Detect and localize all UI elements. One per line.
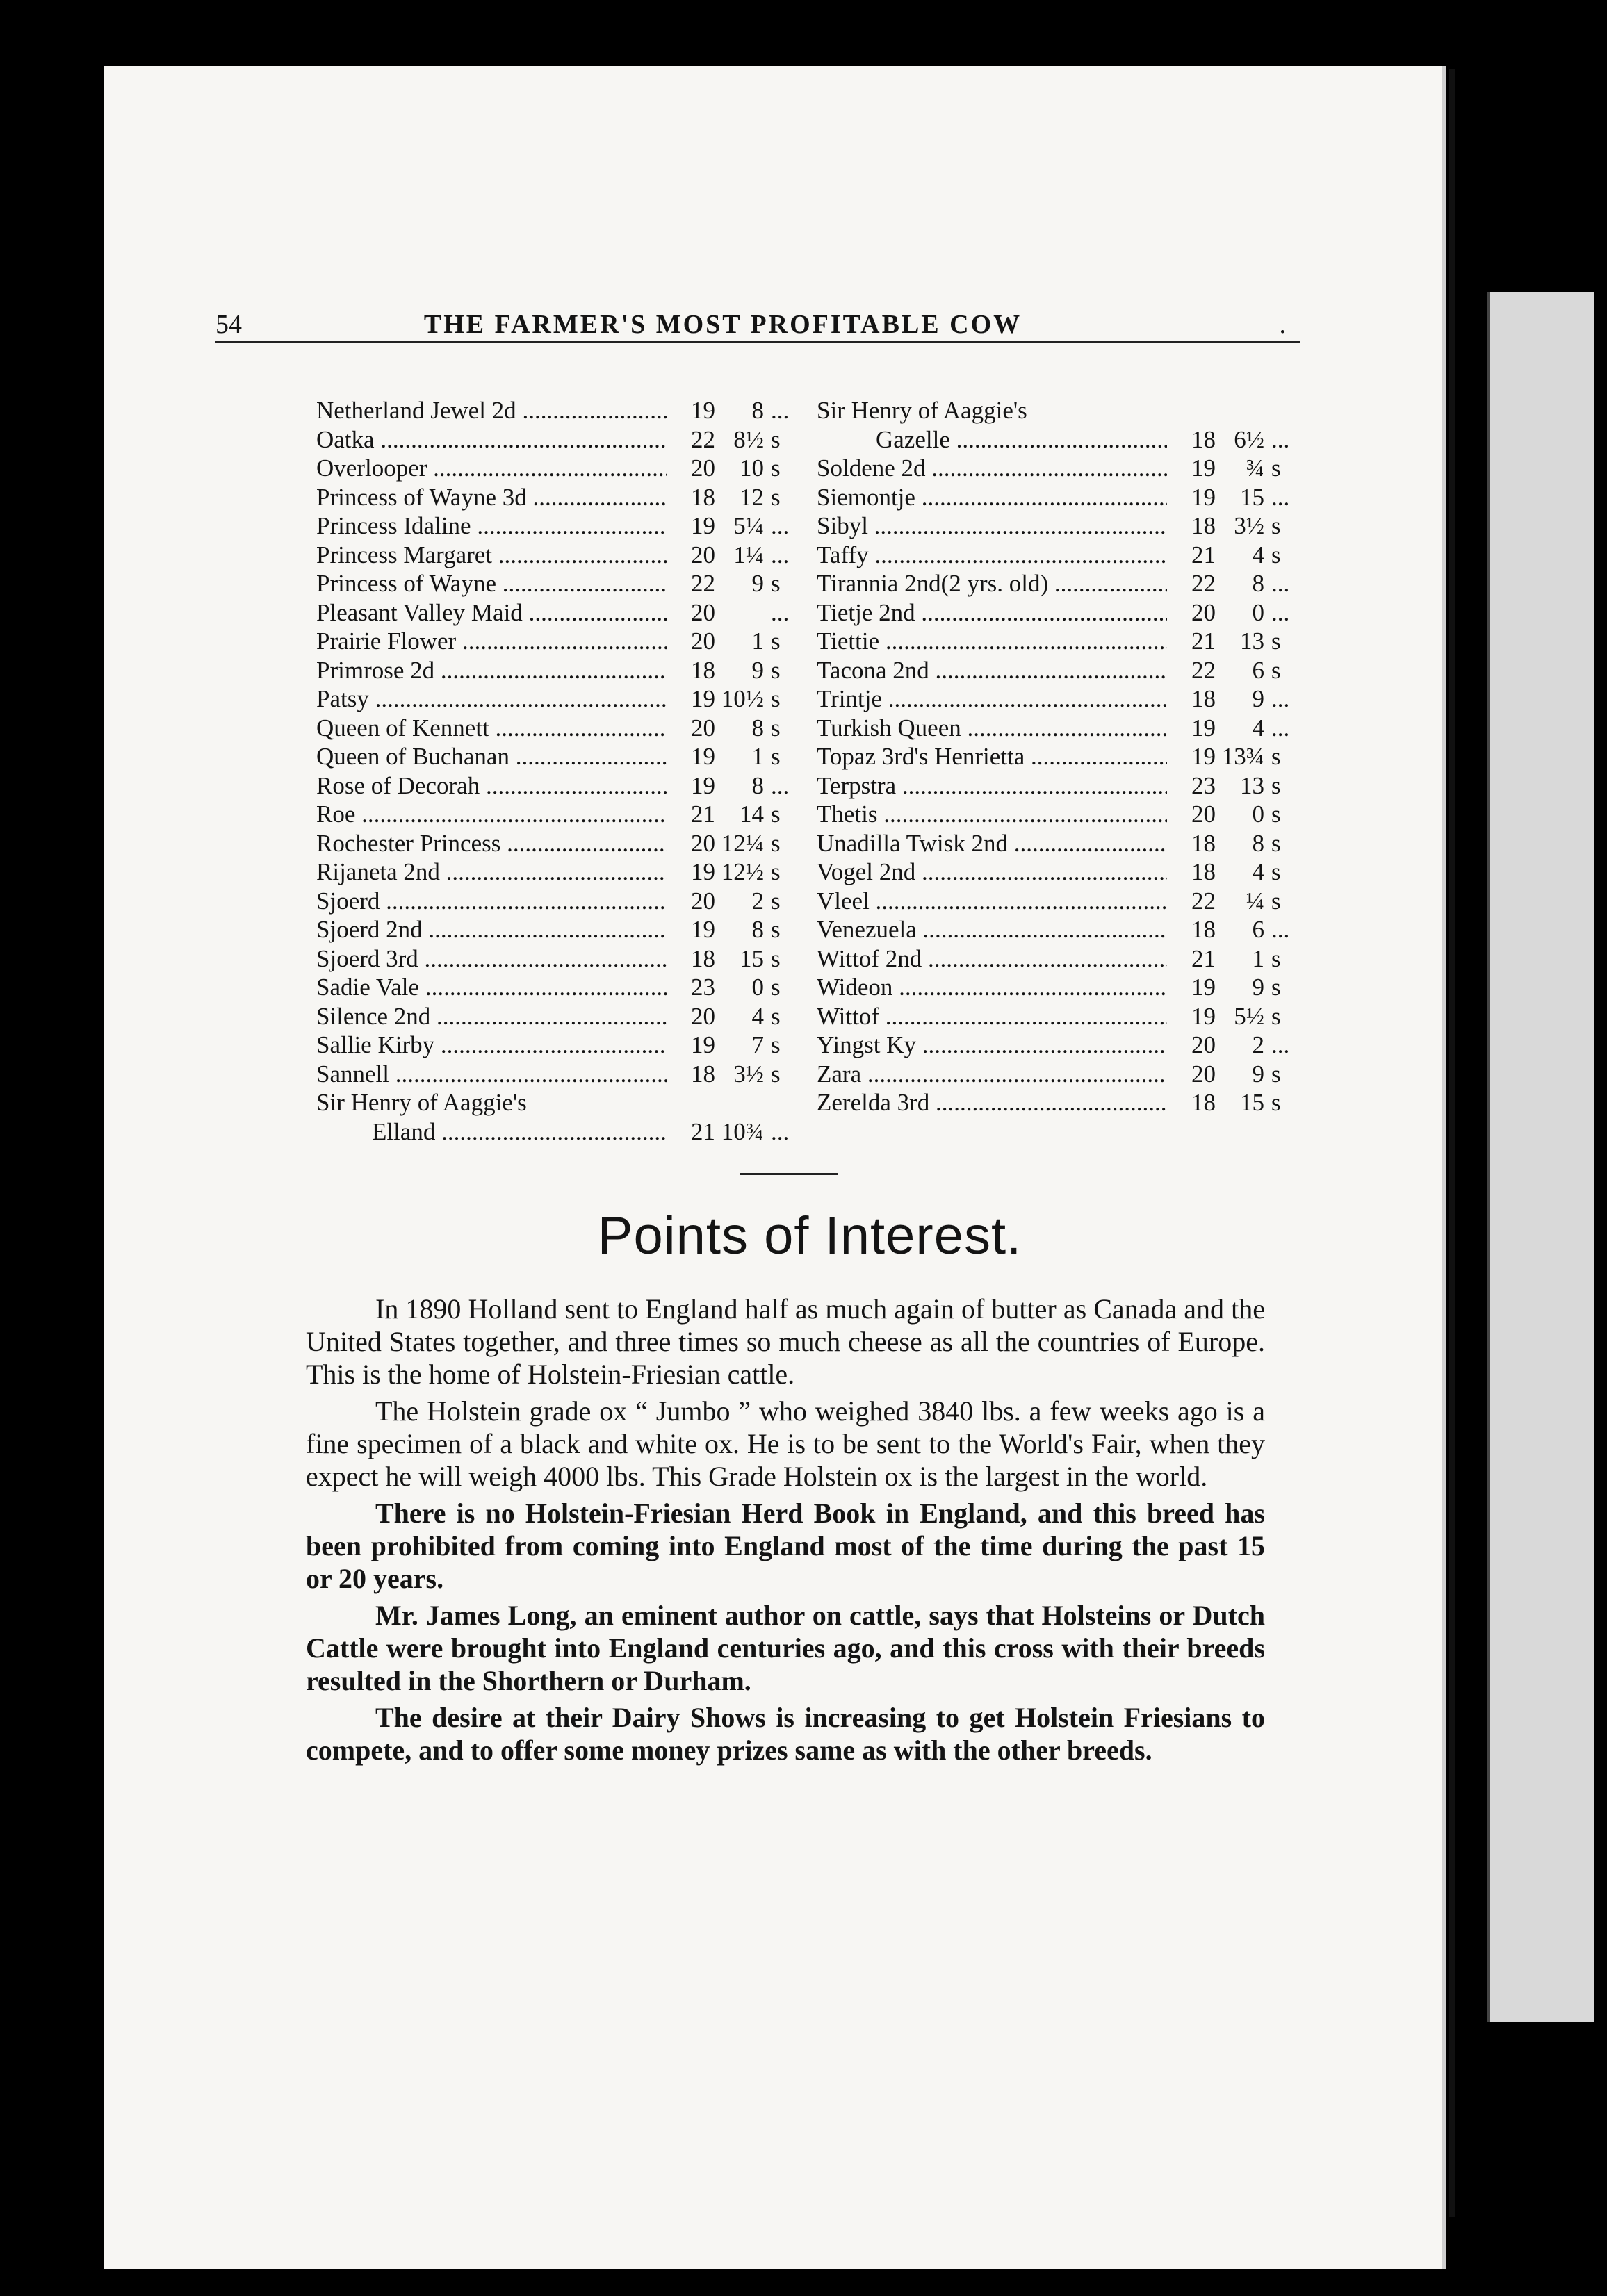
paragraph-james-long: Mr. James Long, an eminent author on cattle, says that Holsteins or Dutch Cattle were brought into England centuries ago, and this cross with their breeds resulted in the Shorthern or Durham. (306, 1600, 1265, 1696)
record-lbs: 0 (751, 974, 764, 1001)
record-name: Rijaneta 2nd ..... (316, 858, 667, 887)
record-unit: s (1271, 512, 1281, 539)
record-name: Trintje ..... (817, 684, 1167, 714)
record-row (817, 396, 1296, 425)
record-name: Silence 2nd ..... (316, 1002, 667, 1031)
record-unit: s (1271, 829, 1281, 857)
record-name: Oatka ..... (316, 425, 667, 454)
record-lbs: 8 (751, 771, 764, 799)
record-lbs: 9 (751, 570, 764, 597)
record-unit: s (771, 425, 781, 453)
record-age: 19 (691, 397, 715, 424)
record-age: 21 (691, 1117, 715, 1145)
record-name: Tietje 2nd ..... (817, 598, 1167, 628)
record-row (316, 396, 796, 425)
record-lbs: 14 (740, 801, 764, 828)
record-age: 18 (1191, 858, 1216, 885)
record-lbs: 6½ (1234, 425, 1264, 453)
record-lbs: 4 (1252, 858, 1264, 885)
record-row (316, 800, 796, 829)
record-row (316, 454, 796, 483)
record-unit: ... (1271, 916, 1290, 943)
record-lbs: 15 (1240, 1089, 1264, 1116)
record-unit: s (771, 801, 781, 828)
record-lbs: 13¾ (1221, 743, 1264, 770)
record-age: 22 (1191, 570, 1216, 597)
paragraph-jumbo: The Holstein grade ox “ Jumbo ” who weighed 3840 lbs. a few weeks ago is a fine specimen of a black and white ox. He is to be sent to the World's Fair, when they expect he will weigh 4000 lbs. This Grade Holstein ox is the largest in the world. (306, 1395, 1265, 1492)
record-lbs: 9 (1252, 974, 1264, 1001)
record-row (316, 1002, 796, 1031)
record-unit: s (771, 1031, 781, 1058)
record-row (316, 887, 796, 916)
record-age: 23 (1191, 771, 1216, 799)
record-unit: ... (771, 512, 790, 539)
record-unit: s (771, 743, 781, 770)
record-unit: s (1271, 858, 1281, 885)
record-unit: s (771, 974, 781, 1001)
record-row (316, 425, 796, 454)
record-name: Patsy ..... (316, 684, 667, 714)
record-unit: s (1271, 454, 1281, 482)
record-row (316, 1031, 796, 1060)
record-age: 18 (1191, 916, 1216, 943)
adjacent-page-edge (1487, 292, 1594, 2022)
record-row (817, 973, 1296, 1002)
record-age: 20 (691, 454, 715, 482)
record-lbs: 8 (751, 714, 764, 741)
record-name: Sallie Kirby ..... (316, 1031, 667, 1060)
record-unit: s (771, 714, 781, 741)
record-row (316, 569, 796, 598)
record-unit: s (1271, 887, 1281, 915)
record-lbs: 8 (751, 916, 764, 943)
record-row (316, 1088, 796, 1117)
record-lbs: 0 (1252, 598, 1264, 626)
record-name: Vleel ..... (817, 887, 1167, 916)
record-unit: s (771, 1002, 781, 1030)
record-row (817, 742, 1296, 771)
record-age: 18 (1191, 685, 1216, 712)
record-age: 19 (1191, 714, 1216, 741)
record-age: 21 (691, 801, 715, 828)
record-row (316, 858, 796, 887)
record-name: Zara ..... (817, 1060, 1167, 1089)
record-age: 19 (1191, 974, 1216, 1001)
record-age: 18 (1191, 829, 1216, 857)
record-row (316, 1117, 796, 1147)
record-lbs: 8 (1252, 829, 1264, 857)
record-row (316, 1060, 796, 1089)
record-unit: ... (771, 397, 790, 424)
running-title: THE FARMER'S MOST PROFITABLE COW (423, 310, 1022, 339)
record-unit: ... (771, 1117, 790, 1145)
header-mark: . (1279, 310, 1286, 339)
paragraph-dairy-shows: The desire at their Dairy Shows is increasing to get Holstein Friesians to compete, and to offer some money prizes same as with the other breeds. (306, 1702, 1265, 1766)
record-name: Sadie Vale ..... (316, 973, 667, 1002)
record-row (316, 511, 796, 541)
record-lbs: 1 (751, 743, 764, 770)
record-row (817, 627, 1296, 656)
record-lbs: 15 (1240, 483, 1264, 511)
record-lbs: 0 (1252, 801, 1264, 828)
record-unit: s (1271, 1089, 1281, 1116)
record-row (817, 887, 1296, 916)
record-age: 22 (1191, 656, 1216, 684)
record-row (316, 598, 796, 628)
record-row (817, 541, 1296, 570)
record-age: 20 (691, 829, 715, 857)
record-name: Netherland Jewel 2d ..... (316, 396, 667, 425)
record-lbs: 6 (1252, 916, 1264, 943)
record-lbs: 9 (1252, 685, 1264, 712)
record-lbs: 9 (1252, 1060, 1264, 1088)
record-name: Siemontje ..... (817, 483, 1167, 512)
record-lbs: 5½ (1234, 1002, 1264, 1030)
records-list-left (316, 396, 796, 1146)
record-name: Topaz 3rd's Henrietta ..... (817, 742, 1167, 771)
record-name: Primrose 2d ..... (316, 656, 667, 685)
record-row (316, 541, 796, 570)
record-age: 18 (1191, 1089, 1216, 1116)
record-name: Zerelda 3rd ..... (817, 1088, 1167, 1117)
record-unit: s (1271, 628, 1281, 655)
record-lbs: 8½ (733, 425, 764, 453)
record-name: Sir Henry of Aaggie's (817, 397, 1027, 424)
record-row (817, 656, 1296, 685)
record-row (817, 944, 1296, 974)
record-unit: s (1271, 743, 1281, 770)
record-name: Sibyl ..... (817, 511, 1167, 541)
record-unit: s (771, 1060, 781, 1088)
record-age: 21 (1191, 628, 1216, 655)
record-age: 19 (1191, 454, 1216, 482)
page-number: 54 (215, 310, 242, 339)
record-row (817, 800, 1296, 829)
record-name: Tiettie ..... (817, 627, 1167, 656)
record-row (817, 829, 1296, 858)
record-row (316, 742, 796, 771)
section-body (306, 1293, 1265, 1771)
record-name: Princess of Wayne 3d ..... (316, 483, 667, 512)
record-unit: s (1271, 656, 1281, 684)
record-unit: s (1271, 771, 1281, 799)
record-lbs: 12 (740, 483, 764, 511)
record-name: Wittof ..... (817, 1002, 1167, 1031)
record-unit: s (1271, 1060, 1281, 1088)
record-age: 19 (1191, 743, 1216, 770)
record-name: Venezuela ..... (817, 915, 1167, 944)
records-list-right (817, 396, 1296, 1117)
record-unit: ... (1271, 685, 1290, 712)
record-lbs: 10¾ (721, 1117, 764, 1145)
section-divider (740, 1173, 838, 1175)
record-name: Sjoerd 3rd ..... (316, 944, 667, 974)
record-age: 21 (1191, 944, 1216, 972)
record-name: Sjoerd 2nd ..... (316, 915, 667, 944)
record-age: 18 (1191, 425, 1216, 453)
record-name: Taffy ..... (817, 541, 1167, 570)
record-name: Wideon ..... (817, 973, 1167, 1002)
record-unit: s (771, 944, 781, 972)
record-row (316, 656, 796, 685)
record-name: Terpstra ..... (817, 771, 1167, 801)
record-row (817, 714, 1296, 743)
record-unit: s (1271, 944, 1281, 972)
record-name: Roe ..... (316, 800, 667, 829)
record-row (316, 915, 796, 944)
record-name: Rochester Princess ..... (316, 829, 667, 858)
record-name: Rose of Decorah ..... (316, 771, 667, 801)
section-heading: Points of Interest. (597, 1206, 1022, 1265)
record-lbs: 12¼ (721, 829, 764, 857)
paragraph-holland: In 1890 Holland sent to England half as much again of butter as Canada and the United States together, and three times so much cheese as all the countries of Europe. This is the home of Holstein-Friesian cattle. (306, 1293, 1265, 1390)
record-unit: s (771, 628, 781, 655)
record-age: 23 (691, 974, 715, 1001)
record-name: Queen of Kennett ..... (316, 714, 667, 743)
record-name: Gazelle ..... (817, 425, 1167, 454)
record-name: Princess Margaret ..... (316, 541, 667, 570)
record-lbs: 1¼ (733, 541, 764, 568)
record-lbs: ¾ (1246, 454, 1264, 482)
record-lbs: 7 (751, 1031, 764, 1058)
record-row (817, 425, 1296, 454)
record-row (817, 1060, 1296, 1089)
record-age: 19 (691, 771, 715, 799)
record-row (316, 627, 796, 656)
record-lbs: 5¼ (733, 512, 764, 539)
record-lbs: 6 (1252, 656, 1264, 684)
record-unit: ... (1271, 714, 1290, 741)
record-lbs: 4 (1252, 714, 1264, 741)
record-row (817, 598, 1296, 628)
record-unit: s (1271, 974, 1281, 1001)
record-unit: ... (1271, 483, 1290, 511)
record-unit: s (771, 570, 781, 597)
record-row (817, 1088, 1296, 1117)
record-lbs: 2 (751, 887, 764, 915)
record-age: 20 (1191, 1060, 1216, 1088)
record-age: 19 (691, 916, 715, 943)
record-unit: s (771, 454, 781, 482)
record-unit: s (771, 916, 781, 943)
record-row (817, 684, 1296, 714)
record-lbs: 9 (751, 656, 764, 684)
record-age: 19 (691, 743, 715, 770)
record-age: 18 (691, 656, 715, 684)
record-age: 19 (691, 685, 715, 712)
record-name: Overlooper ..... (316, 454, 667, 483)
record-name: Princess of Wayne ..... (316, 569, 667, 598)
record-name: Wittof 2nd ..... (817, 944, 1167, 974)
record-unit: ... (1271, 570, 1290, 597)
record-age: 19 (1191, 483, 1216, 511)
record-name: Elland ..... (316, 1117, 667, 1147)
record-age: 20 (691, 1002, 715, 1030)
record-row (316, 944, 796, 974)
record-name: Sannell ..... (316, 1060, 667, 1089)
record-age: 18 (691, 1060, 715, 1088)
record-lbs: 12½ (721, 858, 764, 885)
record-age: 18 (691, 483, 715, 511)
record-lbs: 8 (1252, 570, 1264, 597)
record-row (817, 858, 1296, 887)
record-unit: s (771, 858, 781, 885)
record-name: Pleasant Valley Maid ..... (316, 598, 667, 628)
record-age: 21 (1191, 541, 1216, 568)
record-row (817, 511, 1296, 541)
record-age: 20 (691, 628, 715, 655)
record-row (817, 483, 1296, 512)
record-age: 20 (1191, 598, 1216, 626)
record-name: Sir Henry of Aaggie's (316, 1089, 527, 1116)
record-lbs: 3½ (1234, 512, 1264, 539)
record-unit: ... (771, 541, 790, 568)
record-unit: ... (771, 598, 790, 626)
record-lbs: 10½ (721, 685, 764, 712)
record-name: Sjoerd ..... (316, 887, 667, 916)
record-age: 19 (691, 1031, 715, 1058)
record-unit: ... (1271, 598, 1290, 626)
record-lbs: 4 (1252, 541, 1264, 568)
record-age: 18 (1191, 512, 1216, 539)
record-name: Prairie Flower ..... (316, 627, 667, 656)
paragraph-herd-book: There is no Holstein-Friesian Herd Book in England, and this breed has been prohibited from coming into England most of the time during the past 15 or 20 years. (306, 1498, 1265, 1594)
record-age: 20 (691, 714, 715, 741)
record-age: 19 (691, 858, 715, 885)
scan-border (1449, 69, 1455, 2217)
record-age: 19 (691, 512, 715, 539)
record-name: Princess Idaline ..... (316, 511, 667, 541)
record-unit: s (771, 829, 781, 857)
record-unit: ... (771, 771, 790, 799)
record-row (817, 1031, 1296, 1060)
record-lbs: 10 (740, 454, 764, 482)
record-unit: ... (1271, 1031, 1290, 1058)
record-lbs: 1 (1252, 944, 1264, 972)
record-unit: s (771, 483, 781, 511)
record-name: Soldene 2d ..... (817, 454, 1167, 483)
record-lbs: 2 (1252, 1031, 1264, 1058)
record-lbs: 15 (740, 944, 764, 972)
record-unit: s (1271, 801, 1281, 828)
record-age: 22 (691, 570, 715, 597)
record-lbs: 1 (751, 628, 764, 655)
record-name: Turkish Queen ..... (817, 714, 1167, 743)
record-row (316, 973, 796, 1002)
record-row (817, 771, 1296, 801)
record-row (316, 714, 796, 743)
record-row (316, 829, 796, 858)
record-age: 22 (691, 425, 715, 453)
record-lbs: 4 (751, 1002, 764, 1030)
record-lbs: ¼ (1246, 887, 1264, 915)
record-name: Vogel 2nd ..... (817, 858, 1167, 887)
record-unit: s (771, 656, 781, 684)
record-age: 20 (691, 887, 715, 915)
record-row (316, 483, 796, 512)
record-name: Tirannia 2nd(2 yrs. old) ..... (817, 569, 1167, 598)
record-name: Thetis ..... (817, 800, 1167, 829)
record-name: Yingst Ky ..... (817, 1031, 1167, 1060)
record-unit: s (771, 685, 781, 712)
record-age: 18 (691, 944, 715, 972)
record-lbs: 3½ (733, 1060, 764, 1088)
record-age: 19 (1191, 1002, 1216, 1030)
record-row (316, 684, 796, 714)
record-age: 20 (691, 598, 715, 626)
record-row (316, 771, 796, 801)
record-row (817, 1002, 1296, 1031)
record-row (817, 569, 1296, 598)
record-age: 20 (691, 541, 715, 568)
record-name: Tacona 2nd ..... (817, 656, 1167, 685)
record-unit: s (1271, 1002, 1281, 1030)
record-age: 20 (1191, 801, 1216, 828)
record-age: 22 (1191, 887, 1216, 915)
record-unit: ... (1271, 425, 1290, 453)
record-unit: s (771, 887, 781, 915)
record-lbs: 13 (1240, 628, 1264, 655)
record-unit: s (1271, 541, 1281, 568)
record-name: Queen of Buchanan ..... (316, 742, 667, 771)
record-lbs: 8 (751, 397, 764, 424)
record-row (817, 454, 1296, 483)
record-name: Unadilla Twisk 2nd ..... (817, 829, 1167, 858)
running-header (215, 250, 1300, 343)
record-age: 20 (1191, 1031, 1216, 1058)
record-lbs: 13 (1240, 771, 1264, 799)
record-row (817, 915, 1296, 944)
